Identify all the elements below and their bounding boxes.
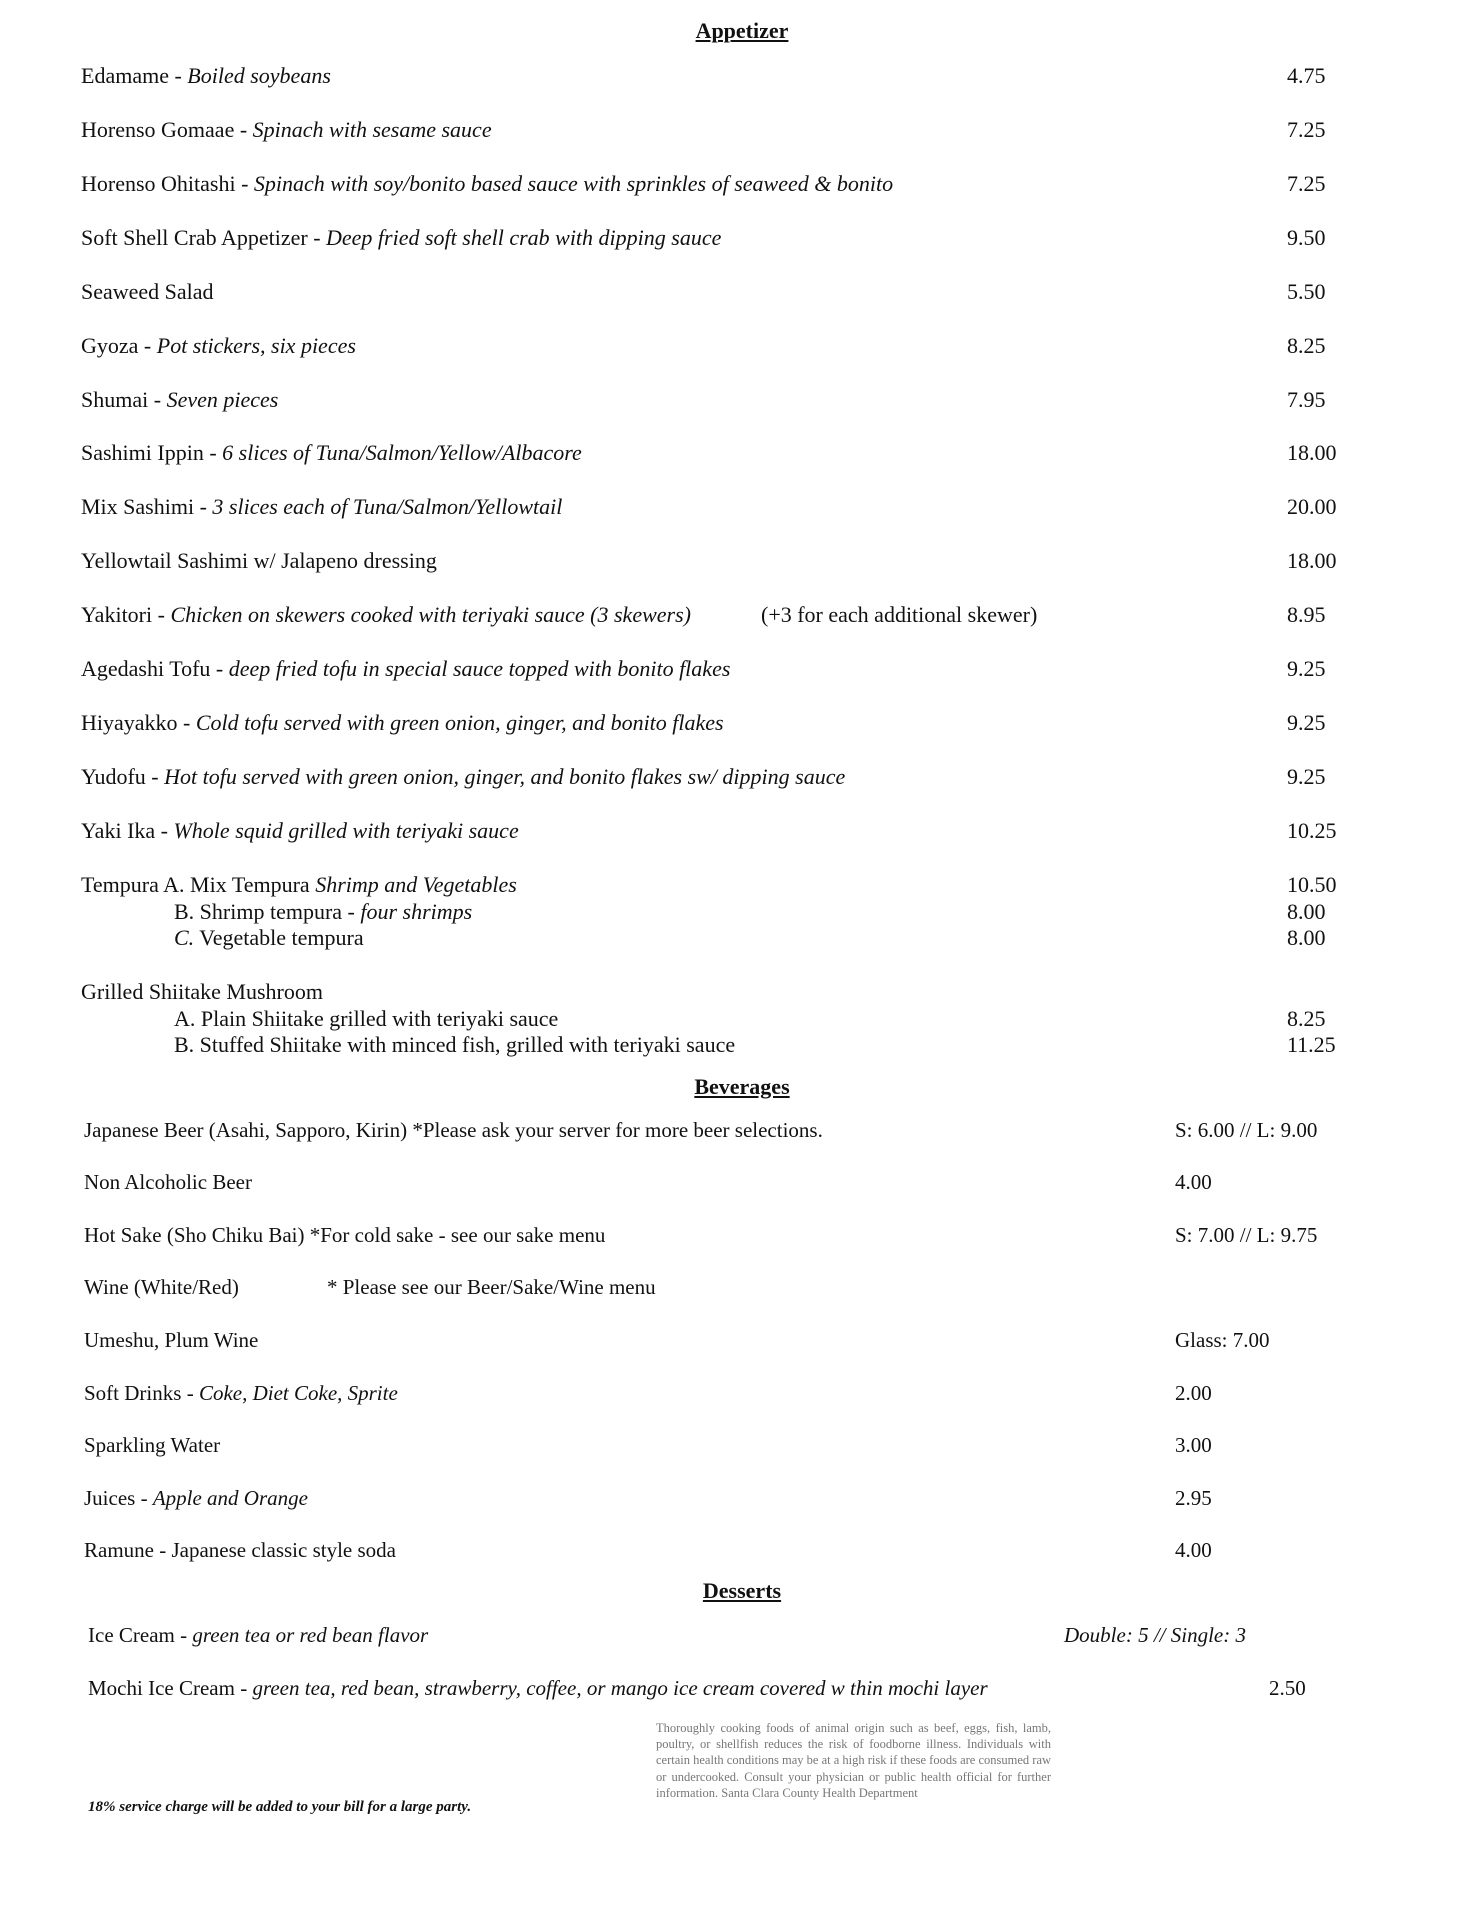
item-price: 2.95 (1175, 1486, 1212, 1510)
item-description: Cold tofu served with green onion, ginger, and bonito flakes (195, 710, 724, 735)
item-price: 20.00 (1287, 494, 1337, 519)
shiitake-title: Grilled Shiitake Mushroom (81, 979, 323, 1004)
item-name: Yakitori (81, 602, 153, 627)
item-price: 3.00 (1175, 1433, 1212, 1457)
item-price: 8.00 (1287, 925, 1326, 950)
item-price: Glass: 7.00 (1175, 1328, 1270, 1352)
tempura-option-b: B. Shrimp tempura - four shrimps (174, 899, 473, 924)
item-description: Hot tofu served with green onion, ginger, and bonito flakes sw/ dipping sauce (164, 764, 846, 789)
item-name: Non Alcoholic Beer (84, 1170, 252, 1194)
item-description: 3 slices each of Tuna/Salmon/Yellowtail (212, 494, 563, 519)
item-price: S: 7.00 // L: 9.75 (1175, 1223, 1318, 1247)
item-description: Apple and Orange (152, 1486, 308, 1510)
item-description: Pot stickers, six pieces (156, 333, 356, 358)
item-name: Agedashi Tofu (81, 656, 211, 681)
item-description: 6 slices of Tuna/Salmon/Yellow/Albacore (222, 440, 582, 465)
menu-item: Mochi Ice Cream - green tea, red bean, strawberry, coffee, or mango ice cream covered w thin mochi layer (88, 1676, 988, 1700)
item-price: 9.25 (1287, 710, 1326, 735)
item-name: Yudofu (81, 764, 146, 789)
menu-item: Hiyayakko - Cold tofu served with green onion, ginger, and bonito flakes (81, 710, 724, 735)
menu-item: Horenso Gomaae - Spinach with sesame sauce (81, 117, 492, 142)
health-disclaimer: Thoroughly cooking foods of animal origin such as beef, eggs, fish, lamb, poultry, or shellfish reduces the risk of foodborne illness. Individuals with certain health conditions may be at a high risk if these foods are consumed raw or undercooked. Consult your physician or public health official for further information. Santa Clara County Health Department (656, 1721, 1052, 1800)
item-price: S: 6.00 // L: 9.00 (1175, 1118, 1318, 1142)
item-price: 8.25 (1287, 333, 1326, 358)
item-description: Boiled soybeans (187, 63, 331, 88)
item-name: Ice Cream (88, 1623, 175, 1647)
item-description: deep fried tofu in special sauce topped with bonito flakes (228, 656, 731, 681)
item-price: 8.00 (1287, 899, 1326, 924)
item-name: Yaki Ika (81, 818, 156, 843)
desserts-heading: Desserts (702, 1578, 782, 1603)
menu-item (84, 1223, 605, 1248)
item-price: 18.00 (1287, 440, 1337, 465)
menu-item: Edamame - Boiled soybeans (81, 63, 331, 88)
menu-item: Yaki Ika - Whole squid grilled with teriyaki sauce (81, 818, 519, 843)
item-name: Japanese Beer (Asahi, Sapporo, Kirin) *Please ask your server for more beer selections. (84, 1118, 823, 1142)
item-name: Horenso Gomaae (81, 117, 235, 142)
item-name: Gyoza (81, 333, 139, 358)
item-description: Deep fried soft shell crab with dipping sauce (326, 225, 722, 250)
item-price: 18.00 (1287, 548, 1337, 573)
item-name: Shumai (81, 387, 149, 412)
item-name: Hiyayakko (81, 710, 178, 735)
shiitake-option-a: A. Plain Shiitake grilled with teriyaki sauce (174, 1006, 559, 1031)
item-price: 10.25 (1287, 818, 1337, 843)
menu-item (84, 1538, 396, 1563)
item-price: 11.25 (1287, 1032, 1336, 1057)
item-name: Soft Shell Crab Appetizer (81, 225, 308, 250)
item-price: 9.25 (1287, 656, 1326, 681)
item-price: 7.25 (1287, 171, 1326, 196)
item-name: Sashimi Ippin (81, 440, 204, 465)
item-name: Wine (White/Red) (84, 1275, 239, 1299)
menu-item: Yakitori - Chicken on skewers cooked with teriyaki sauce (3 skewers) (81, 602, 691, 627)
menu-item: Yudofu - Hot tofu served with green onion, ginger, and bonito flakes sw/ dipping sauce (81, 764, 846, 789)
service-charge-note: 18% service charge will be added to your bill for a large party. (88, 1799, 472, 1815)
item-description: Coke, Diet Coke, Sprite (198, 1381, 398, 1405)
item-extra-note: (+3 for each additional skewer) (761, 602, 1038, 627)
item-price: 9.25 (1287, 764, 1326, 789)
tempura-option-c: C. Vegetable tempura (174, 925, 364, 950)
item-description: Spinach with soy/bonito based sauce with sprinkles of seaweed & bonito (253, 171, 894, 196)
item-description: Whole squid grilled with teriyaki sauce (173, 818, 519, 843)
item-name: Horenso Ohitashi (81, 171, 236, 196)
item-price: 4.00 (1175, 1170, 1212, 1194)
item-name: Juices (84, 1486, 136, 1510)
item-price: 4.75 (1287, 63, 1326, 88)
item-description: Spinach with sesame sauce (252, 117, 492, 142)
tempura-option-a: Tempura A. Mix Tempura Shrimp and Vegetables (81, 872, 517, 897)
menu-item: Shumai - Seven pieces (81, 387, 279, 412)
menu-item: Soft Shell Crab Appetizer - Deep fried soft shell crab with dipping sauce (81, 225, 722, 250)
menu-item: Sashimi Ippin - 6 slices of Tuna/Salmon/Yellow/Albacore (81, 440, 582, 465)
item-description: green tea, red bean, strawberry, coffee, or mango ice cream covered w thin mochi layer (252, 1676, 988, 1700)
item-price: 8.95 (1287, 602, 1326, 627)
item-price: 8.25 (1287, 1006, 1326, 1031)
item-price: 7.95 (1287, 387, 1326, 412)
item-name: Mix Sashimi (81, 494, 195, 519)
menu-item (84, 1118, 823, 1143)
item-name: Hot Sake (Sho Chiku Bai) *For cold sake - see our sake menu (84, 1223, 606, 1247)
appetizer-heading: Appetizer (695, 18, 789, 43)
item-description: Chicken on skewers cooked with teriyaki sauce (3 skewers) (170, 602, 691, 627)
item-name: Mochi Ice Cream (88, 1676, 235, 1700)
item-price: Double: 5 // Single: 3 (1064, 1623, 1246, 1647)
item-name: Seaweed Salad (81, 279, 214, 304)
menu-item: Agedashi Tofu - deep fried tofu in special sauce topped with bonito flakes (81, 656, 731, 681)
beverages-heading: Beverages (694, 1074, 790, 1099)
shiitake-option-b: B. Stuffed Shiitake with minced fish, grilled with teriyaki sauce (174, 1032, 736, 1057)
item-description: Seven pieces (166, 387, 279, 412)
item-description: green tea or red bean flavor (192, 1623, 429, 1647)
item-name: Yellowtail Sashimi w/ Jalapeno dressing (81, 548, 437, 573)
item-name: Sparkling Water (84, 1433, 221, 1457)
item-name: Ramune - Japanese classic style soda (84, 1538, 396, 1562)
item-name: Umeshu, Plum Wine (84, 1328, 259, 1352)
menu-item: Ice Cream - green tea or red bean flavor (88, 1623, 429, 1647)
item-price: 5.50 (1287, 279, 1326, 304)
menu-item (84, 1433, 220, 1458)
menu-item (84, 1328, 258, 1353)
item-name: Soft Drinks (84, 1381, 182, 1405)
menu-item: Juices - Apple and Orange (84, 1486, 308, 1510)
menu-item: Mix Sashimi - 3 slices each of Tuna/Salmon/Yellowtail (81, 494, 563, 519)
wine-note: * Please see our Beer/Sake/Wine menu (327, 1275, 656, 1299)
menu-item: Soft Drinks - Coke, Diet Coke, Sprite (84, 1381, 398, 1405)
item-price: 9.50 (1287, 225, 1326, 250)
item-price: 10.50 (1287, 872, 1337, 897)
item-price: 7.25 (1287, 117, 1326, 142)
item-price: 2.00 (1175, 1381, 1212, 1405)
item-name: Edamame (81, 63, 169, 88)
menu-item (81, 548, 437, 574)
menu-item: Gyoza - Pot stickers, six pieces (81, 333, 356, 358)
menu-item (84, 1275, 239, 1300)
item-price: 2.50 (1269, 1676, 1306, 1700)
menu-item (84, 1170, 252, 1195)
menu-item: Horenso Ohitashi - Spinach with soy/bonito based sauce with sprinkles of seaweed & bonito (81, 171, 894, 196)
item-price: 4.00 (1175, 1538, 1212, 1562)
menu-item (81, 279, 214, 305)
